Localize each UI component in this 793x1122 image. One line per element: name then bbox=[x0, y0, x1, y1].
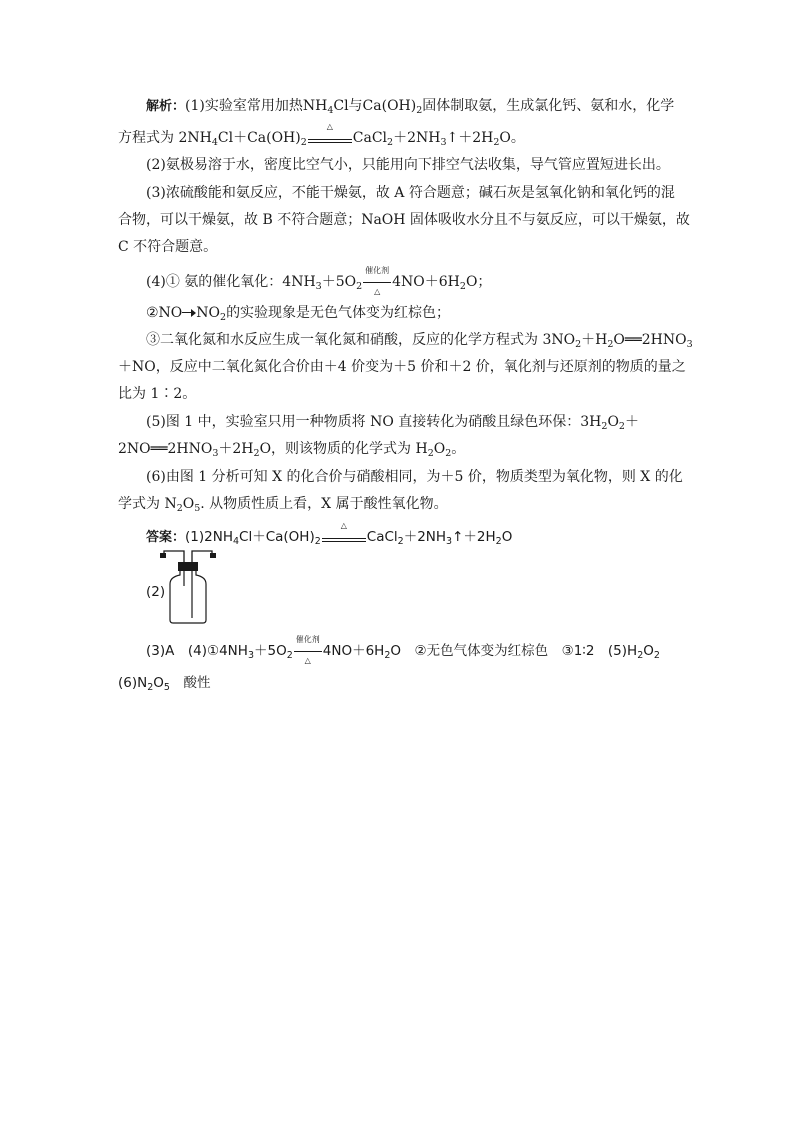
subscript: 3 bbox=[440, 137, 447, 148]
subscript: 2 bbox=[387, 137, 394, 148]
text: ＋2NH bbox=[403, 529, 447, 545]
text: O bbox=[433, 441, 446, 457]
text: (6)由图 1 分析可知 X 的化合价与硝酸相同，为＋5 价，物质类型为氧化物，则 X 的化 bbox=[146, 469, 683, 485]
text: 2NO bbox=[118, 441, 151, 457]
subscript: 3 bbox=[686, 339, 693, 350]
heat-symbol: △ bbox=[326, 122, 333, 131]
text: 固体制取氨，生成氯化钙、氨和水，化学 bbox=[422, 98, 675, 114]
catalyst-label: 催化剂 bbox=[365, 266, 390, 275]
text: ＋2NH bbox=[393, 130, 441, 146]
text: 方程式为 2NH bbox=[118, 130, 212, 146]
subscript: 3 bbox=[212, 448, 219, 459]
subscript: 2 bbox=[416, 105, 423, 116]
text: 2HNO bbox=[167, 441, 213, 457]
subscript: 2 bbox=[607, 339, 614, 350]
subscript: 2 bbox=[253, 448, 260, 459]
subscript: 2 bbox=[356, 281, 363, 292]
right-arrow-icon bbox=[182, 309, 196, 317]
analysis-line-15 bbox=[118, 494, 678, 514]
text: 4NO＋6H bbox=[322, 643, 385, 659]
subscript: 2 bbox=[314, 536, 321, 547]
subscript: 3 bbox=[247, 650, 254, 661]
text: (3)A bbox=[146, 643, 175, 659]
text: 酸性 bbox=[183, 675, 211, 691]
subscript: 2 bbox=[653, 650, 660, 661]
reaction-equals-heat bbox=[308, 122, 352, 145]
tube-end-left bbox=[160, 553, 166, 558]
analysis-label: 解析： bbox=[146, 99, 186, 114]
heat-symbol: △ bbox=[304, 656, 311, 665]
analysis-line-9 bbox=[146, 330, 693, 350]
text: 比为 1∶2。 bbox=[118, 386, 197, 402]
analysis-line-5 bbox=[118, 210, 690, 230]
subscript: 3 bbox=[446, 536, 453, 547]
bottle-body bbox=[170, 571, 206, 623]
analysis-line-1 bbox=[146, 96, 678, 117]
analysis-line-7 bbox=[146, 266, 678, 296]
subscript: 2 bbox=[493, 137, 500, 148]
subscript: 2 bbox=[147, 682, 154, 693]
text: (1)实验室常用加热NH bbox=[185, 98, 328, 114]
analysis-line-14 bbox=[146, 467, 683, 487]
subscript: 2 bbox=[286, 650, 293, 661]
text: O； bbox=[465, 274, 492, 290]
text: ②NO bbox=[146, 305, 183, 321]
text: O，则该物质的化学式为 H bbox=[259, 441, 428, 457]
answer-line-4 bbox=[118, 673, 678, 693]
subscript: 3 bbox=[315, 281, 322, 292]
reaction-arrow-catalyst bbox=[294, 635, 322, 665]
text: 的实验现象是无色气体变为红棕色； bbox=[226, 305, 451, 321]
analysis-line-12 bbox=[146, 412, 678, 432]
equals-sign: ══ bbox=[150, 441, 168, 457]
analysis-line-10 bbox=[118, 357, 686, 377]
text: CaCl bbox=[352, 130, 388, 146]
text: (5)H bbox=[607, 643, 638, 659]
text: ②无色气体变为红棕色 bbox=[414, 643, 549, 659]
text: O bbox=[613, 332, 625, 348]
text: 学式为 N bbox=[118, 496, 177, 512]
text: ↑＋2H bbox=[452, 529, 496, 545]
text: C 不符合题意。 bbox=[118, 239, 218, 255]
subscript: 5 bbox=[163, 682, 170, 693]
heat-symbol: △ bbox=[340, 521, 347, 530]
analysis-line-2 bbox=[118, 122, 678, 148]
reaction-equals-heat bbox=[322, 521, 366, 544]
stopper bbox=[178, 562, 198, 571]
analysis-line-3 bbox=[146, 155, 678, 175]
text: O bbox=[501, 529, 513, 545]
text: (4)①4NH bbox=[187, 643, 248, 659]
subscript: 5 bbox=[194, 503, 201, 514]
text: (2)氨极易溶于水，密度比空气小，只能用向下排空气法收集，导气管应置短进长出。 bbox=[146, 157, 670, 173]
analysis-line-11 bbox=[118, 384, 678, 404]
text: ③二氧化氮和水反应生成一氧化氮和硝酸，反应的化学方程式为 3NO bbox=[146, 332, 576, 348]
tube-end-right bbox=[210, 553, 216, 558]
text: (6)N bbox=[118, 675, 148, 691]
text: . 从物质性质上看，X 属于酸性氧化物。 bbox=[200, 496, 448, 512]
equals-sign: ══ bbox=[624, 332, 642, 348]
answer-line-2 bbox=[146, 582, 678, 602]
text: ＋H bbox=[581, 332, 608, 348]
reaction-arrow-catalyst bbox=[363, 266, 391, 296]
subscript: 2 bbox=[495, 536, 502, 547]
subscript: 4 bbox=[232, 536, 240, 547]
text: (3)浓硫酸能和氨反应，不能干燥氨，故 A 符合题意；碱石灰是氢氧化钠和氧化钙的混 bbox=[146, 185, 675, 201]
text: O bbox=[607, 414, 619, 430]
catalyst-label: 催化剂 bbox=[295, 635, 320, 644]
text: ＋2H bbox=[218, 441, 254, 457]
text: ③1∶2 bbox=[561, 643, 595, 659]
text: CaCl bbox=[366, 529, 398, 545]
subscript: 2 bbox=[427, 448, 434, 459]
text: O bbox=[390, 643, 401, 659]
text: 2HNO bbox=[641, 332, 687, 348]
subscript: 2 bbox=[459, 281, 466, 292]
subscript: 2 bbox=[300, 137, 307, 148]
text: 4NO＋6H bbox=[392, 274, 460, 290]
subscript: 2 bbox=[397, 536, 404, 547]
subscript: 2 bbox=[176, 503, 183, 514]
subscript: 4 bbox=[327, 105, 334, 116]
text: (4)① 氨的催化氧化：4NH bbox=[146, 274, 316, 290]
text: 。 bbox=[451, 441, 466, 457]
subscript: 4 bbox=[211, 137, 218, 148]
analysis-line-4 bbox=[146, 183, 678, 203]
text: Cl＋Ca(OH) bbox=[217, 130, 301, 146]
answer-line-3 bbox=[146, 635, 678, 665]
text: Cl＋Ca(OH) bbox=[239, 529, 315, 545]
text: (5)图 1 中，实验室只用一种物质将 NO 直接转化为硝酸且绿色环保：3H bbox=[146, 414, 602, 430]
text: (2) bbox=[146, 584, 166, 600]
subscript: 2 bbox=[637, 650, 644, 661]
text: Cl与Ca(OH) bbox=[333, 98, 417, 114]
subscript: 2 bbox=[445, 448, 452, 459]
answer-label: 答案： bbox=[146, 530, 186, 545]
subscript: 2 bbox=[384, 650, 391, 661]
subscript: 2 bbox=[220, 312, 227, 323]
analysis-line-8 bbox=[146, 303, 678, 323]
gas-collection-bottle-diagram bbox=[160, 548, 216, 624]
text: ＋5O bbox=[321, 274, 357, 290]
heat-symbol: △ bbox=[374, 287, 381, 296]
text: NO bbox=[196, 305, 221, 321]
text: O bbox=[643, 643, 654, 659]
text: O。 bbox=[499, 130, 525, 146]
analysis-line-13 bbox=[118, 439, 678, 459]
text: O bbox=[153, 675, 164, 691]
text: O bbox=[182, 496, 195, 512]
answer-line-1 bbox=[146, 521, 678, 548]
subscript: 2 bbox=[575, 339, 582, 350]
text: 合物，可以干燥氨，故 B 不符合题意；NaOH 固体吸收水分且不与氨反应，可以干燥氨，故 bbox=[118, 212, 690, 228]
analysis-line-6 bbox=[118, 237, 678, 257]
text: ＋ bbox=[624, 414, 639, 430]
text: ↑＋2H bbox=[446, 130, 494, 146]
text: ＋NO，反应中二氧化氮化合价由＋4 价变为＋5 价和＋2 价，氧化剂与还原剂的物质的量之 bbox=[118, 359, 686, 375]
text: ＋5O bbox=[253, 643, 287, 659]
subscript: 2 bbox=[618, 421, 625, 432]
text: (1)2NH bbox=[185, 529, 233, 545]
subscript: 2 bbox=[601, 421, 608, 432]
